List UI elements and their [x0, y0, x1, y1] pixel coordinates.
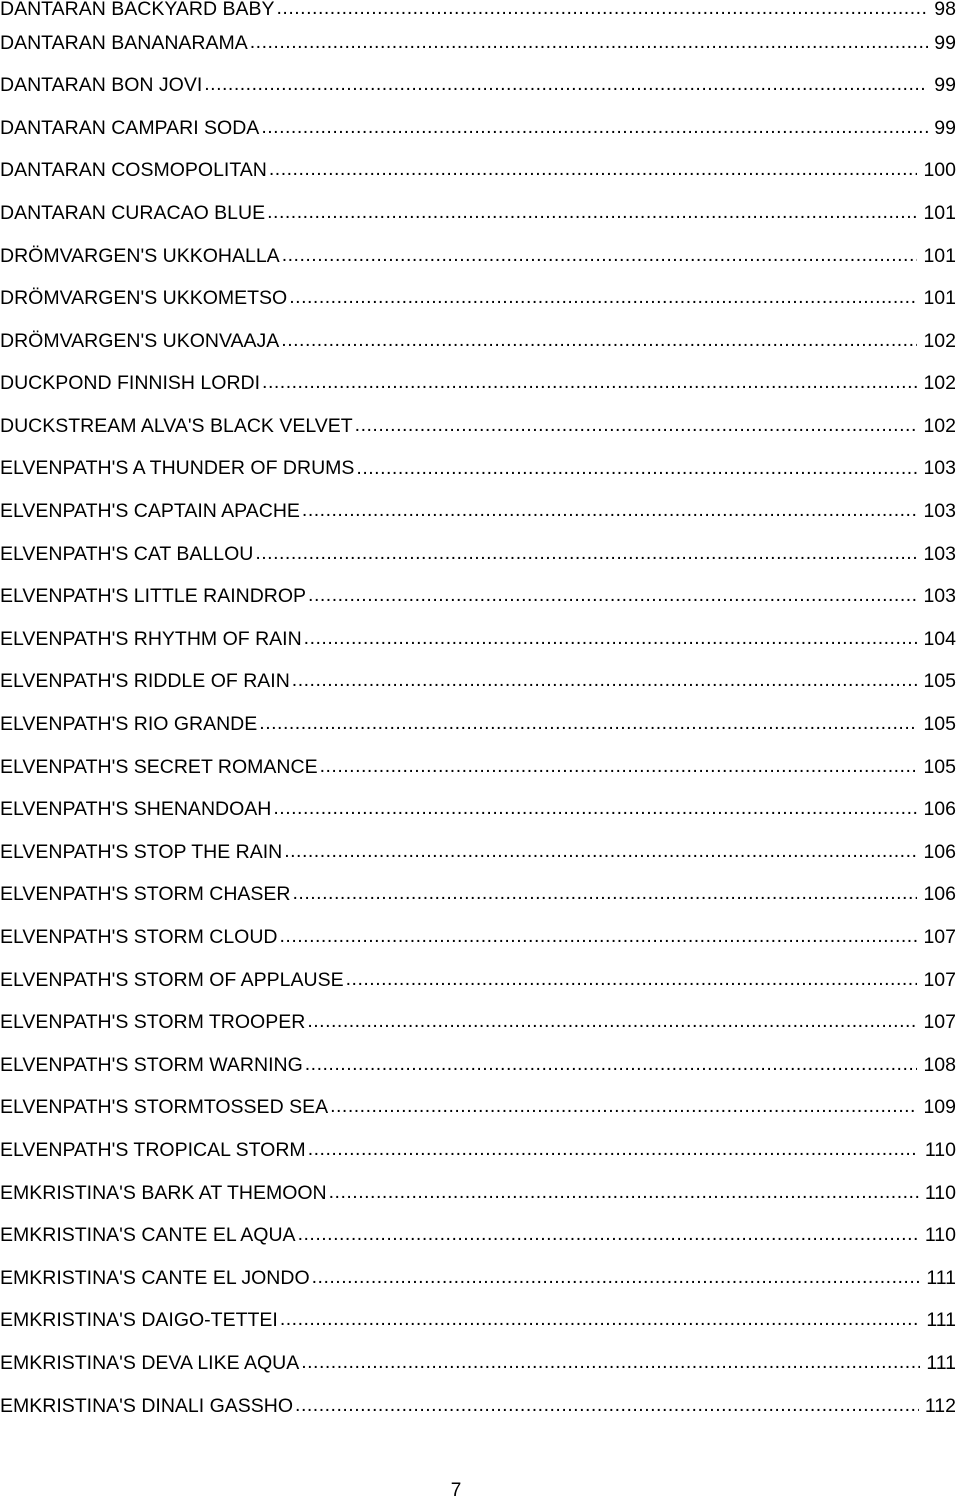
toc-entry[interactable] — [0, 1129, 956, 1172]
dot-leader — [282, 247, 918, 267]
dot-leader — [320, 758, 918, 778]
entry-title: DANTARAN CAMPARI SODA — [0, 116, 260, 139]
toc-entry[interactable] — [0, 916, 956, 959]
entry-title: EMKRISTINA'S CANTE EL JONDO — [0, 1266, 310, 1289]
entry-page-number: 111 — [926, 1266, 956, 1289]
dot-leader — [305, 1056, 918, 1076]
toc-entry[interactable] — [0, 107, 956, 150]
dot-leader — [289, 289, 917, 309]
entry-page-number: 101 — [923, 287, 956, 310]
entry-page-number: 101 — [923, 244, 956, 267]
entry-title: EMKRISTINA'S DINALI GASSHO — [0, 1394, 294, 1417]
dot-leader — [308, 1141, 919, 1161]
dot-leader — [307, 1013, 917, 1033]
entry-title: DANTARAN CURACAO BLUE — [0, 201, 266, 224]
entry-title: DRÖMVARGEN'S UKKOHALLA — [0, 244, 280, 267]
toc-entry[interactable] — [0, 1172, 956, 1215]
toc-entry[interactable] — [0, 576, 956, 619]
entry-page-number: 103 — [923, 542, 956, 565]
toc-entry[interactable] — [0, 874, 956, 917]
dot-leader — [356, 459, 917, 479]
toc-entry[interactable] — [0, 533, 956, 576]
dot-leader — [308, 587, 917, 607]
page-number: 7 — [450, 1480, 462, 1501]
dot-leader — [295, 1397, 919, 1417]
dot-leader — [302, 502, 918, 522]
toc-entry[interactable] — [0, 704, 956, 747]
entry-title: ELVENPATH'S STOP THE RAIN — [0, 840, 283, 863]
dot-leader — [312, 1269, 921, 1289]
entry-page-number: 102 — [923, 329, 956, 352]
toc-entry[interactable] — [0, 363, 956, 406]
entry-title: ELVENPATH'S LITTLE RAINDROP — [0, 585, 307, 608]
entry-page-number: 103 — [923, 585, 956, 608]
entry-title: DANTARAN BACKYARD BABY — [0, 0, 275, 20]
dot-leader — [281, 332, 917, 352]
toc-entry[interactable] — [0, 789, 956, 832]
entry-page-number: 105 — [923, 713, 956, 736]
dot-leader — [284, 843, 917, 863]
entry-title: ELVENPATH'S TROPICAL STORM — [0, 1138, 306, 1161]
dot-leader — [346, 971, 918, 991]
dot-leader — [280, 928, 918, 948]
entry-page-number: 102 — [923, 372, 956, 395]
entry-title: EMKRISTINA'S DEVA LIKE AQUA — [0, 1351, 300, 1374]
dot-leader — [292, 672, 918, 692]
toc-entry[interactable] — [0, 192, 956, 235]
dot-leader — [255, 545, 917, 565]
toc-entry[interactable] — [0, 22, 956, 65]
entry-title: EMKRISTINA'S BARK AT THEMOON — [0, 1181, 327, 1204]
toc-entry[interactable] — [0, 959, 956, 1002]
dot-leader — [304, 630, 918, 650]
dot-leader — [298, 1226, 919, 1246]
entry-title: DRÖMVARGEN'S UKONVAAJA — [0, 329, 280, 352]
toc-entry[interactable] — [0, 1215, 956, 1258]
dot-leader — [250, 34, 929, 54]
entry-page-number: 105 — [923, 670, 956, 693]
dot-leader — [293, 885, 918, 905]
dot-leader — [267, 204, 917, 224]
entry-title: DANTARAN BANANARAMA — [0, 31, 248, 54]
dot-leader — [269, 161, 918, 181]
toc-entry[interactable] — [0, 1002, 956, 1045]
entry-page-number: 107 — [923, 926, 956, 949]
toc-entry[interactable] — [0, 1342, 956, 1385]
entry-title: EMKRISTINA'S CANTE EL AQUA — [0, 1224, 296, 1247]
entry-page-number: 99 — [934, 116, 956, 139]
entry-page-number: 102 — [923, 414, 956, 437]
entry-page-number: 99 — [934, 31, 956, 54]
entry-page-number: 110 — [924, 1224, 956, 1247]
dot-leader — [330, 1098, 917, 1118]
entry-title: DUCKSTREAM ALVA'S BLACK VELVET — [0, 414, 353, 437]
entry-page-number: 99 — [934, 74, 956, 97]
entry-page-number: 109 — [923, 1096, 956, 1119]
entry-page-number: 103 — [923, 500, 956, 523]
toc-entry[interactable] — [0, 405, 956, 448]
toc-entry[interactable] — [0, 746, 956, 789]
toc-entry[interactable] — [0, 65, 956, 108]
entry-page-number: 106 — [923, 798, 956, 821]
entry-page-number: 101 — [923, 201, 956, 224]
dot-leader — [301, 1354, 920, 1374]
toc-entry[interactable] — [0, 491, 956, 534]
entry-page-number: 103 — [923, 457, 956, 480]
entry-page-number: 98 — [934, 0, 956, 20]
toc-entry[interactable] — [0, 618, 956, 661]
dot-leader — [280, 1311, 921, 1331]
dot-leader — [259, 715, 917, 735]
toc-entry[interactable] — [0, 1087, 956, 1130]
entry-page-number: 104 — [923, 627, 956, 650]
dot-leader — [277, 0, 929, 20]
entry-page-number: 106 — [923, 883, 956, 906]
entry-title: ELVENPATH'S RIO GRANDE — [0, 713, 258, 736]
toc-entry[interactable] — [0, 1385, 956, 1428]
entry-title: ELVENPATH'S STORM OF APPLAUSE — [0, 968, 344, 991]
entry-title: ELVENPATH'S STORM WARNING — [0, 1053, 303, 1076]
entry-title: ELVENPATH'S SECRET ROMANCE — [0, 755, 318, 778]
entry-page-number: 108 — [923, 1053, 956, 1076]
dot-leader — [261, 119, 928, 139]
entry-page-number: 107 — [923, 1011, 956, 1034]
toc-entry[interactable] — [0, 831, 956, 874]
dot-leader — [329, 1184, 919, 1204]
toc-entry[interactable] — [0, 235, 956, 278]
toc-entry[interactable] — [0, 320, 956, 363]
entry-page-number: 111 — [926, 1309, 956, 1332]
entry-title: ELVENPATH'S SHENANDOAH — [0, 798, 272, 821]
entry-title: DUCKPOND FINNISH LORDI — [0, 372, 261, 395]
entry-title: EMKRISTINA'S DAIGO-TETTEI — [0, 1309, 278, 1332]
entry-title: DANTARAN COSMOPOLITAN — [0, 159, 267, 182]
dot-leader — [204, 76, 928, 96]
entry-title: ELVENPATH'S RIDDLE OF RAIN — [0, 670, 290, 693]
dot-leader — [273, 800, 917, 820]
entry-title: DRÖMVARGEN'S UKKOMETSO — [0, 287, 288, 310]
entry-title: ELVENPATH'S CAPTAIN APACHE — [0, 500, 300, 523]
entry-title: ELVENPATH'S RHYTHM OF RAIN — [0, 627, 302, 650]
entry-page-number: 105 — [923, 755, 956, 778]
toc-entry[interactable] — [0, 150, 956, 193]
toc-entry[interactable] — [0, 1044, 956, 1087]
entry-page-number: 110 — [924, 1138, 956, 1161]
entry-title: ELVENPATH'S CAT BALLOU — [0, 542, 254, 565]
toc-entry[interactable] — [0, 1300, 956, 1343]
toc-entry[interactable] — [0, 661, 956, 704]
entry-page-number: 106 — [923, 840, 956, 863]
entry-title: ELVENPATH'S A THUNDER OF DRUMS — [0, 457, 355, 480]
dot-leader — [355, 417, 918, 437]
toc-entry[interactable] — [0, 1257, 956, 1300]
entry-page-number: 111 — [926, 1351, 956, 1374]
entry-page-number: 107 — [923, 968, 956, 991]
toc-entry[interactable] — [0, 448, 956, 491]
entry-title: ELVENPATH'S STORMTOSSED SEA — [0, 1096, 329, 1119]
toc-entry[interactable] — [0, 0, 956, 22]
entry-title: ELVENPATH'S STORM CLOUD — [0, 926, 278, 949]
entry-title: ELVENPATH'S STORM TROOPER — [0, 1011, 306, 1034]
dot-leader — [262, 374, 917, 394]
entry-page-number: 112 — [924, 1394, 956, 1417]
toc-entry[interactable] — [0, 278, 956, 321]
entry-page-number: 110 — [924, 1181, 956, 1204]
entry-title: DANTARAN BON JOVI — [0, 74, 203, 97]
entry-title: ELVENPATH'S STORM CHASER — [0, 883, 291, 906]
entry-page-number: 100 — [923, 159, 956, 182]
